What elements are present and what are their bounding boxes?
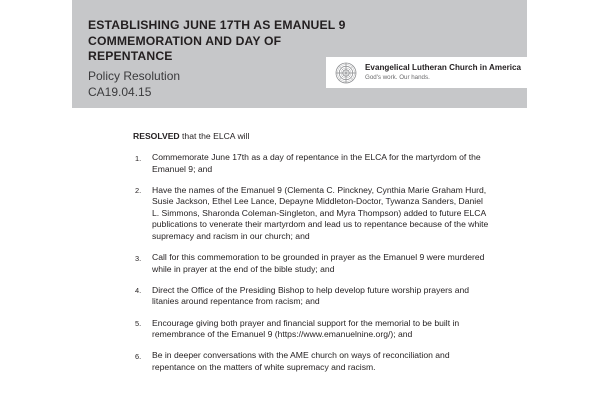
list-item-text: Be in deeper conversations with the AME church on ways of reconciliation and repentance on the matters of white supremacy and racism.	[152, 350, 450, 372]
resolved-statement	[133, 130, 249, 142]
list-item-number: 3.	[135, 253, 142, 263]
resolved-text: that the ELCA will	[179, 131, 250, 141]
list-item-text: Call for this commemoration to be grounded in prayer as the Emanuel 9 were murdered while in prayer at the end of the bible study; and	[152, 252, 485, 274]
page-title-line-3: REPENTANCE	[88, 49, 173, 64]
list-item-number: 4.	[135, 286, 142, 296]
resolution-clause-list	[133, 152, 489, 383]
page-title-line-1: ESTABLISHING JUNE 17TH AS EMANUEL 9	[88, 18, 346, 32]
list-item-number: 6.	[135, 351, 142, 361]
list-item	[133, 318, 489, 341]
elca-celtic-cross-logo-icon	[335, 62, 357, 84]
organization-tagline: God's work. Our hands.	[365, 73, 430, 81]
list-item-text: Have the names of the Emanuel 9 (Clementa C. Pinckney, Cynthia Marie Graham Hurd, Susie Jackson, Ethel Lee Lance, Depayne Middleton-Doctor, Tywanza Sanders, Daniel L. Simmons, Sharonda Coleman-Singleton, and Myra Thompson) added to future ELCA publications to venerate their martyrdom and lead us to repentance because of the white supremacy and racism in our church; and	[152, 184, 489, 242]
list-item	[133, 285, 489, 308]
page-title	[88, 18, 346, 65]
list-item	[133, 152, 489, 175]
page-title-line-2: COMMEMORATION AND DAY OF	[88, 33, 282, 48]
resolved-label: RESOLVED	[133, 131, 180, 141]
document-type-label: Policy Resolution	[88, 69, 181, 83]
list-item-text: Direct the Office of the Presiding Bishop to help develop future worship prayers and litanies around repentance from racism; and	[152, 284, 470, 307]
organization-name: Evangelical Lutheran Church in America	[365, 63, 522, 73]
document-subtitle	[88, 68, 180, 100]
list-item-text: Commemorate June 17th as a day of repentance in the ELCA for the martyrdom of the Emanuel 9; and	[152, 152, 481, 174]
list-item-number: 2.	[135, 186, 142, 196]
list-item-number: 5.	[135, 319, 142, 329]
list-item-text: Encourage giving both prayer and financial support for the memorial to be built in remembrance of the Emanuel 9 (https://www.emanuelnine.org/); and	[152, 317, 460, 340]
document-reference-number: CA19.04.15	[88, 85, 152, 99]
list-item	[133, 252, 489, 275]
organization-logo-lockup	[326, 57, 533, 88]
list-item	[133, 350, 489, 373]
list-item-number: 1.	[135, 153, 142, 163]
list-item	[133, 185, 489, 243]
organization-logo-text	[365, 64, 521, 81]
